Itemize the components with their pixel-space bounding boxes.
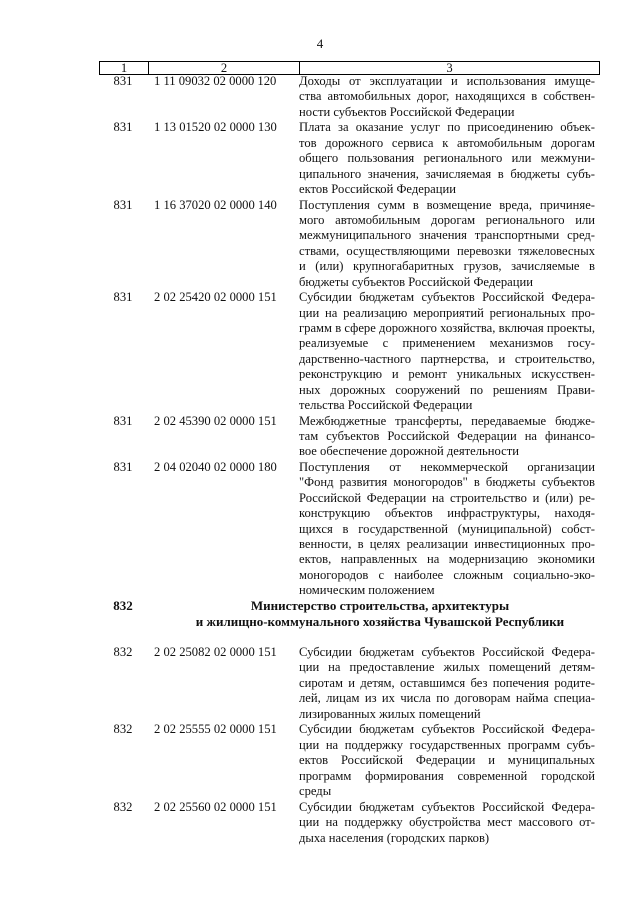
description-line: "Фонд развития моногородов" в бюджеты субъектов xyxy=(299,475,595,490)
admin-code: 831 xyxy=(113,290,133,305)
budget-classification-code: 2 02 25560 02 0000 151 xyxy=(154,799,277,814)
description-line: Доходы от эксплуатации и использования имуще- xyxy=(299,74,595,88)
description-line: ципального значения, зачисляемая в бюджеты субъ- xyxy=(299,166,595,181)
budget-classification-code: 1 11 09032 02 0000 120 xyxy=(154,74,277,88)
description-line: тов дорожного сервиса к автомобильным дорогам xyxy=(299,135,595,150)
admin-code: 831 xyxy=(113,413,133,428)
budget-classification-code: 2 04 02040 02 0000 180 xyxy=(154,460,277,474)
revenue-description xyxy=(299,120,595,197)
revenue-description xyxy=(299,290,595,413)
admin-code: 832 xyxy=(113,799,133,814)
description-line: Межбюджетные трансферты, передаваемые бюдже- xyxy=(299,413,595,428)
description-line: дыха населения (городских парков) xyxy=(299,830,490,845)
description-line: конструкцию объектов инфраструктуры, находя- xyxy=(299,506,595,521)
description-line: ции на предоставление жилых помещений детям- xyxy=(299,660,595,675)
revenue-description xyxy=(299,645,595,722)
description-line: вое обеспечение дорожной деятельности xyxy=(299,444,519,459)
admin-code: 832 xyxy=(113,645,133,659)
description-line: и (или) крупногабаритных грузов, зачисляемые в xyxy=(299,259,595,274)
page-number: 4 xyxy=(316,36,324,51)
description-line: ности субъектов Российской Федерации xyxy=(299,104,515,119)
admin-code: 831 xyxy=(113,460,133,474)
description-line: ектов, направленных на модернизацию экономики xyxy=(299,552,595,567)
description-line: номическим положением xyxy=(299,583,435,598)
description-line: Российской Федерации на строительство и (или) ре- xyxy=(299,490,595,505)
description-line: ствами, осуществляющими перевозки тяжеловесных xyxy=(299,243,595,258)
description-line: щихся в государственной (муниципальной) собст- xyxy=(299,521,595,536)
description-line: Плата за оказание услуг по присоединению объек- xyxy=(299,120,595,135)
description-line: грамм в сфере дорожного хозяйства, включая проекты, xyxy=(299,321,595,335)
admin-code: 831 xyxy=(113,74,133,88)
description-line: венности, в целях реализации инвестиционных про- xyxy=(299,537,595,552)
description-line: реализуемые с применением механизмов госу- xyxy=(299,336,595,351)
description-line: лизированных жилых помещений xyxy=(299,706,481,721)
description-line: ектов Российской Федерации и муниципальных xyxy=(299,753,595,768)
description-line: ции на реализацию мероприятий региональных про- xyxy=(299,305,595,320)
section-title-line: и жилищно-коммунального хозяйства Чувашской Республики xyxy=(195,613,565,629)
admin-code: 831 xyxy=(113,120,133,135)
description-line: лей, лицам из их числа по договорам найма специа- xyxy=(299,691,595,706)
description-line: ных дорожных сооружений по решениям Прави- xyxy=(299,382,595,397)
section-title xyxy=(160,598,600,629)
revenue-description xyxy=(299,800,595,846)
description-line: Субсидии бюджетам субъектов Российской Федера- xyxy=(299,645,595,659)
description-line: дарственно-частного партнерства, и строительство, xyxy=(299,351,595,366)
description-line: ства автомобильных дорог, находящихся в собствен- xyxy=(299,89,595,104)
budget-classification-code: 2 02 25082 02 0000 151 xyxy=(154,645,277,659)
description-line: Субсидии бюджетам субъектов Российской Федера- xyxy=(299,722,595,737)
description-line: ектов Российской Федерации xyxy=(299,182,456,197)
header-col-3: 3 xyxy=(300,62,600,75)
description-line: Поступления от некоммерческой организации xyxy=(299,460,595,474)
section-title-line: Министерство строительства, архитектуры xyxy=(250,598,510,613)
description-line: ции на поддержку обустройства мест массового от- xyxy=(299,815,595,830)
budget-classification-code: 2 02 25420 02 0000 151 xyxy=(154,290,277,305)
description-line: мого автомобильным дорогам регионального или xyxy=(299,213,595,227)
description-line: Субсидии бюджетам субъектов Российской Федера- xyxy=(299,799,595,814)
description-line: сиротам и детям, оставшимся без попечения родите- xyxy=(299,675,595,690)
revenue-description xyxy=(299,198,595,290)
description-line: бюджеты субъектов Российской Федерации xyxy=(299,274,533,289)
table-header xyxy=(99,61,600,75)
header-col-1: 1 xyxy=(100,62,149,75)
revenue-description xyxy=(299,414,595,460)
section-code: 832 xyxy=(113,598,133,613)
revenue-description xyxy=(299,722,595,799)
budget-classification-code: 2 02 25555 02 0000 151 xyxy=(154,722,277,737)
admin-code: 831 xyxy=(113,197,133,212)
budget-classification-code: 1 13 01520 02 0000 130 xyxy=(154,120,277,135)
description-line: среды xyxy=(299,784,332,799)
description-line: ции на поддержку государственных программ субъ- xyxy=(299,737,595,752)
description-line: тельства Российской Федерации xyxy=(299,398,473,413)
revenue-description xyxy=(299,460,595,599)
description-line: программ формирования современной городской xyxy=(299,768,595,783)
budget-classification-code: 2 02 45390 02 0000 151 xyxy=(154,413,277,428)
description-line: моногородов с наиболее сложным социально-эко- xyxy=(299,567,595,582)
revenue-description xyxy=(299,74,595,120)
header-col-2: 2 xyxy=(149,62,300,75)
description-line: реконструкцию и ремонт уникальных искусствен- xyxy=(299,367,595,382)
admin-code: 832 xyxy=(113,722,133,737)
description-line: общего пользования регионального или межмуни- xyxy=(299,151,595,166)
description-line: межмуниципального значения транспортными сред- xyxy=(299,228,595,243)
description-line: Поступления сумм в возмещение вреда, причиняе- xyxy=(299,197,595,212)
description-line: там субъектов Российской Федерации на финансо- xyxy=(299,429,595,443)
description-line: Субсидии бюджетам субъектов Российской Федера- xyxy=(299,290,595,305)
budget-classification-code: 1 16 37020 02 0000 140 xyxy=(154,197,277,212)
